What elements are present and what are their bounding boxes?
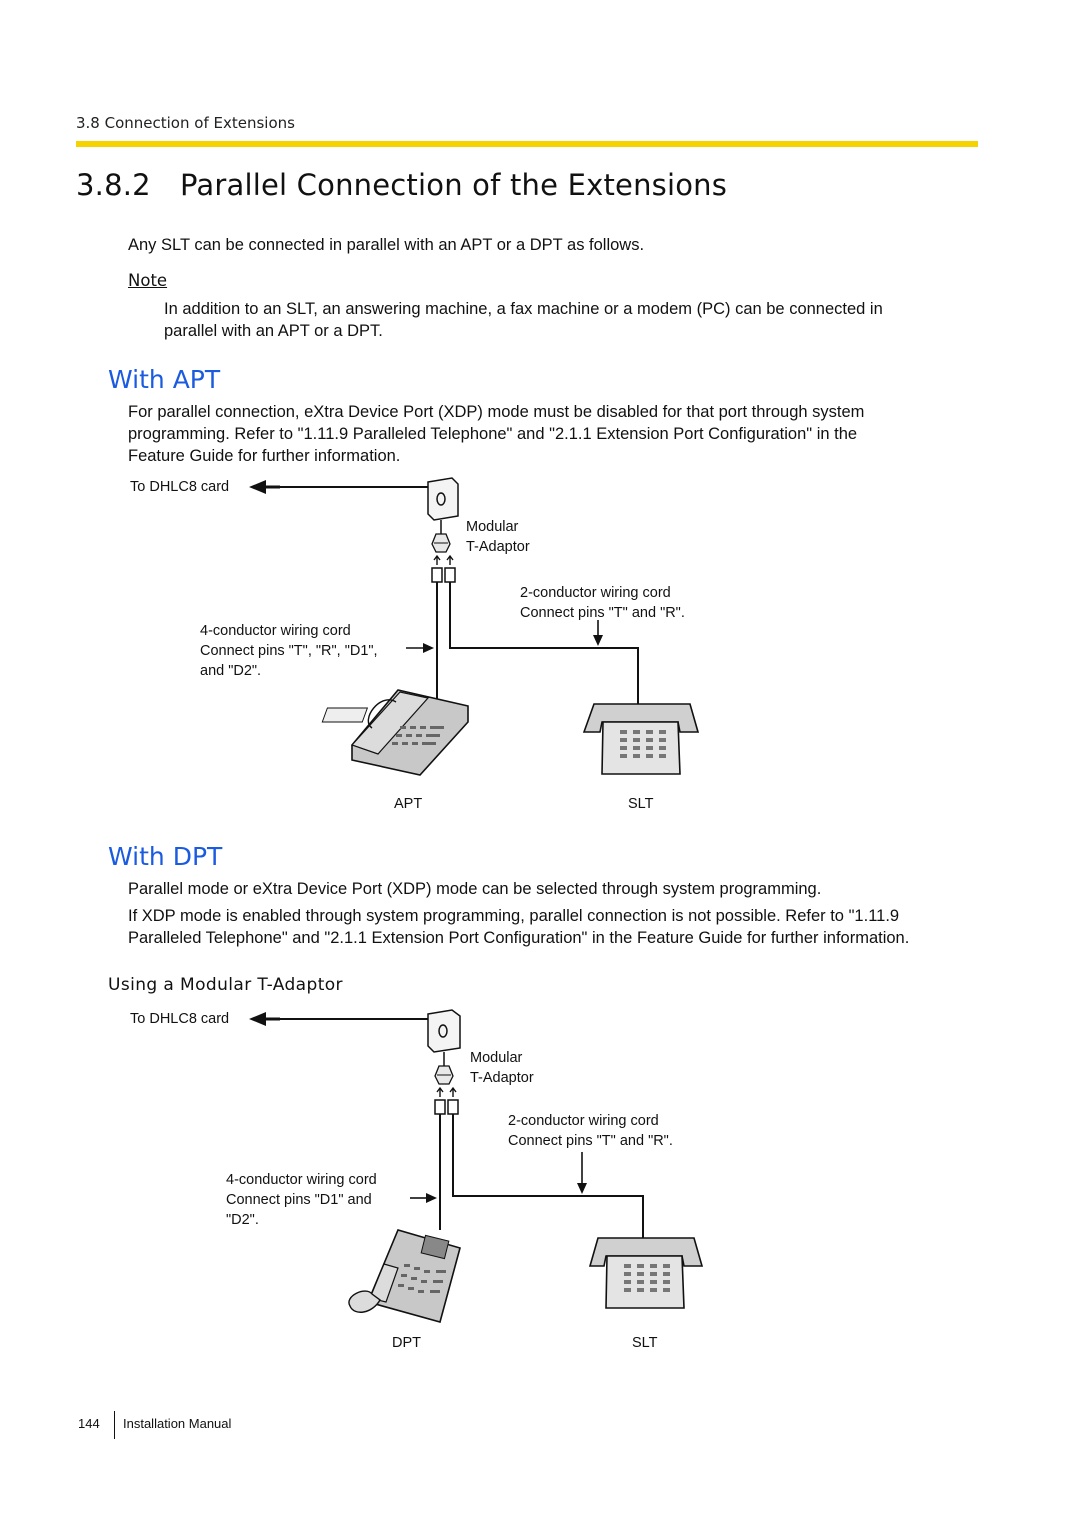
dpt-slt-label: SLT: [632, 1335, 658, 1351]
adaptor-jacks-icon: [435, 1088, 458, 1114]
breadcrumb: 3.8 Connection of Extensions: [76, 114, 295, 132]
modular-t-adaptor-subheading: Using a Modular T-Adaptor: [108, 975, 343, 995]
apt-phone-label: APT: [394, 796, 423, 812]
wall-jack-icon: [428, 478, 458, 520]
section-number: 3.8.2: [76, 168, 151, 202]
slt-phone-icon: [584, 704, 698, 774]
apt-to-card-label: To DHLC8 card: [130, 479, 230, 495]
note-label: Note: [128, 271, 168, 290]
label-line: Modular: [470, 1050, 523, 1066]
page-number: 144: [78, 1416, 100, 1431]
paragraph-line: If XDP mode is enabled through system programming, parallel connection is not possible. Refer to "1.11.9: [128, 907, 900, 925]
apt-connection-diagram: [0, 470, 1080, 820]
label-line: Connect pins "T" and "R".: [520, 605, 685, 621]
dpt-connection-diagram: [0, 1002, 1080, 1352]
card-arrow-icon: [249, 480, 266, 494]
label-line: 4-conductor wiring cord: [226, 1172, 377, 1188]
card-arrow-icon: [249, 1012, 266, 1026]
with-apt-heading: With APT: [108, 365, 221, 394]
intro-text: Any SLT can be connected in parallel with an APT or a DPT as follows.: [128, 236, 645, 254]
paragraph-line: programming. Refer to "1.11.9 Paralleled Telephone" and "2.1.1 Extension Port Configuration" in the: [128, 425, 858, 443]
apt-phone-icon: [322, 690, 468, 775]
section-title: [76, 168, 727, 202]
with-apt-paragraph: [128, 401, 864, 467]
label-line: T-Adaptor: [470, 1070, 534, 1086]
slt-phone-icon: [590, 1238, 702, 1308]
note-text: [164, 298, 883, 342]
apt-cord2-label: [520, 583, 685, 623]
label-line: 2-conductor wiring cord: [508, 1113, 659, 1129]
note-text-line: parallel with an APT or a DPT.: [164, 322, 383, 340]
with-dpt-paragraph-1: Parallel mode or eXtra Device Port (XDP) mode can be selected through system programming.: [128, 880, 822, 898]
dpt-to-card-label: To DHLC8 card: [130, 1011, 230, 1027]
wall-jack-icon: [428, 1010, 460, 1052]
dpt-phone-label: DPT: [392, 1335, 421, 1351]
label-line: 4-conductor wiring cord: [200, 623, 351, 639]
apt-cord4-label: [200, 621, 378, 681]
note-text-line: In addition to an SLT, an answering machine, a fax machine or a modem (PC) can be connected in: [164, 300, 883, 318]
label-line: T-Adaptor: [466, 539, 530, 555]
modular-t-adaptor-icon: [432, 520, 450, 552]
dpt-cord2-label: [508, 1111, 673, 1151]
apt-modular-label: [466, 517, 530, 557]
label-line: Connect pins "T" and "R".: [508, 1133, 673, 1149]
label-line: Connect pins "D1" and: [226, 1192, 372, 1208]
label-line: 2-conductor wiring cord: [520, 585, 671, 601]
label-line: "D2".: [226, 1212, 259, 1228]
paragraph-line: For parallel connection, eXtra Device Port (XDP) mode must be disabled for that port through system: [128, 403, 865, 421]
with-dpt-heading: With DPT: [108, 842, 223, 871]
dpt-cord4-label: [226, 1170, 377, 1230]
label-line: Modular: [466, 519, 519, 535]
dpt-modular-label: [470, 1048, 534, 1088]
modular-t-adaptor-icon: [435, 1052, 453, 1084]
label-line: and "D2".: [200, 663, 262, 679]
adaptor-jacks-icon: [432, 556, 455, 582]
dpt-phone-icon: [349, 1230, 460, 1322]
apt-slt-label: SLT: [628, 796, 654, 812]
footer-divider: [114, 1411, 115, 1439]
header-rule: [76, 141, 978, 147]
paragraph-line: Feature Guide for further information.: [128, 447, 401, 465]
with-dpt-paragraph-2: [128, 905, 909, 949]
paragraph-line: Paralleled Telephone" and "2.1.1 Extension Port Configuration" in the Feature Guide for further information.: [128, 929, 910, 947]
label-line: Connect pins "T", "R", "D1",: [200, 643, 378, 659]
section-title-text: Parallel Connection of the Extensions: [180, 168, 728, 202]
footer-doc-title: Installation Manual: [123, 1416, 232, 1431]
